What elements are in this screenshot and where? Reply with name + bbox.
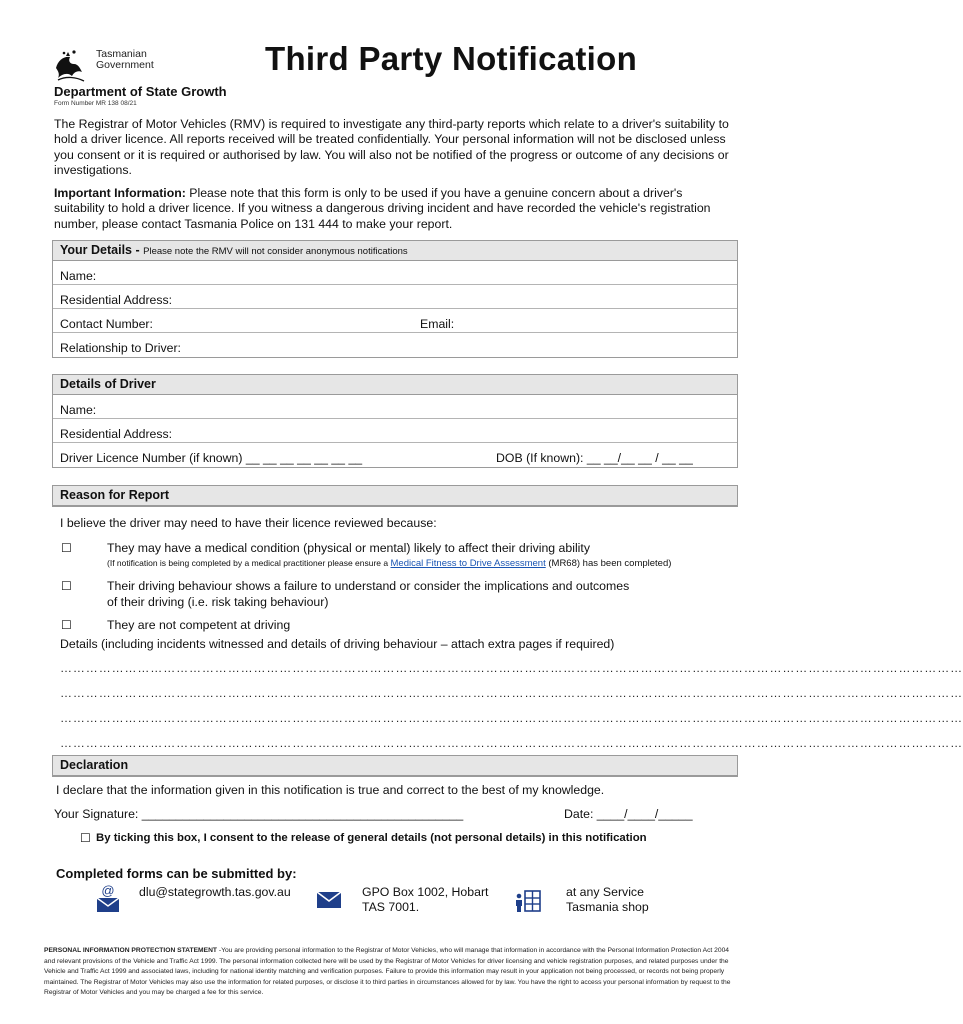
service-shop	[566, 885, 649, 915]
details-label: Details (including incidents witnessed and details of driving behaviour – attach extra pages if required)	[60, 637, 615, 651]
medical-fitness-link[interactable]: Medical Fitness to Drive Assessment	[390, 558, 546, 569]
submission-heading: Completed forms can be submitted by:	[56, 866, 297, 881]
option2-label-line2: of their driving (i.e. risk taking behaviour)	[107, 595, 329, 609]
submission-email[interactable]: dlu@stategrowth.tas.gov.au	[139, 885, 291, 899]
details-line-2[interactable]: …………………………………………………………………………………………………………………………………………………………………………………………	[60, 686, 963, 700]
driver-address-label: Residential Address:	[60, 427, 173, 441]
option1-note-prefix: (If notification is being completed by a medical practitioner please ensure a	[107, 558, 391, 568]
option1-note	[107, 558, 671, 569]
option3-label: They are not competent at driving	[107, 618, 291, 632]
important-text: Please note that this form is only to be used if you have a genuine concern about a driver's suitability to hold a driver licence. If you witness a dangerous driving incident and have recorded the vehicle's registration number, please contact Tasmania Police on 131 444 to make your report.	[54, 186, 711, 231]
reason-intro: I believe the driver may need to have their licence reviewed because:	[60, 516, 437, 530]
option3-checkbox[interactable]: ☐	[61, 618, 72, 632]
consent-checkbox[interactable]: ☐	[80, 831, 91, 845]
details-line-1[interactable]: …………………………………………………………………………………………………………………………………………………………………………………………	[60, 661, 963, 675]
important-label: Important Information:	[54, 186, 186, 200]
driver-address-field[interactable]	[53, 419, 737, 443]
your-name-field[interactable]	[53, 261, 737, 285]
logo-text	[96, 49, 154, 71]
signature-field[interactable]: Your Signature: _______________________________________________	[54, 807, 464, 821]
page-title: Third Party Notification	[265, 40, 638, 77]
licence-row	[53, 443, 737, 467]
option1-note-suffix: (MR68) has been completed)	[545, 558, 672, 569]
intro-paragraph: The Registrar of Motor Vehicles (RMV) is required to investigate any third-party reports which relate to a driver's suitability to hold a driver licence. All reports received will be treated confidentially. Your personal information will not be disclosed unless you consent or it is required or authorised by law. You will also not be notified of the progress or outcome of any decisions or investigations.	[54, 117, 729, 178]
anonymous-note: Please note the RMV will not consider anonymous notifications	[143, 246, 408, 257]
department-name: Department of State Growth	[54, 84, 227, 99]
privacy-text: -You are providing personal information to the Registrar of Motor Vehicles, who will manage that information in accordance with the Personal Information Protection Act 2004 and relevant provisions of the Vehicle and Traffic Act 1999. The personal information collected here will be used by the Registrar of Motor Vehicles for driver licensing and vehicle registration purposes, and related purposes under the Vehicle and Traffic Act 1999 and associated laws, including for national identity matching and verification purposes. Failure to provide this information may result in your application not being processed, or records not being properly maintained. The Registrar of Motor Vehicles may also use the information for related purposes, or disclose it to third parties in circumstances allowed for by law. You have the right to access your personal information by request to the Registrar of Motor Vehicles and you may be charged a fee for this service.	[44, 947, 731, 997]
postal-line1: GPO Box 1002, Hobart	[362, 885, 489, 899]
option1-checkbox[interactable]: ☐	[61, 541, 72, 555]
service-tasmania-shop-icon	[514, 889, 542, 913]
important-information	[54, 186, 734, 232]
option1-label: They may have a medical condition (physical or mental) likely to affect their driving ability	[107, 541, 590, 555]
contact-number-label[interactable]: Contact Number:	[60, 317, 153, 331]
org-line1: Tasmanian	[96, 48, 147, 60]
your-address-field[interactable]	[53, 285, 737, 309]
your-address-label: Residential Address:	[60, 293, 173, 307]
your-details-section	[52, 240, 738, 358]
shop-line2: Tasmania shop	[566, 900, 649, 914]
driver-details-section	[52, 374, 738, 468]
at-symbol: @	[101, 883, 115, 898]
shop-line1: at any Service	[566, 885, 644, 899]
privacy-statement	[44, 946, 736, 999]
postal-address	[362, 885, 488, 915]
your-details-header	[53, 241, 737, 261]
relationship-field[interactable]	[53, 333, 737, 357]
postal-line2: TAS 7001.	[362, 900, 420, 914]
email-icon	[96, 884, 120, 916]
your-details-heading: Your Details -	[60, 243, 144, 257]
contact-row	[53, 309, 737, 333]
dob-field[interactable]: DOB (If known): __ __/__ __ / __ __	[496, 451, 693, 465]
privacy-label: PERSONAL INFORMATION PROTECTION STATEMENT	[44, 947, 218, 954]
reason-section	[52, 485, 738, 507]
licence-number-field[interactable]: Driver Licence Number (if known) __ __ __ __ __ __ __	[60, 451, 363, 465]
mail-envelope-icon	[316, 891, 342, 909]
org-line2: Government	[96, 59, 154, 71]
declaration-statement: I declare that the information given in this notification is true and correct to the best of my knowledge.	[56, 783, 605, 797]
option2-checkbox[interactable]: ☐	[61, 579, 72, 593]
details-line-3[interactable]: …………………………………………………………………………………………………………………………………………………………………………………………	[60, 711, 963, 725]
declaration-section	[52, 755, 738, 777]
your-name-label: Name:	[60, 269, 97, 283]
date-field[interactable]: Date: ____/____/_____	[564, 807, 693, 821]
declaration-header: Declaration	[53, 756, 737, 776]
driver-name-field[interactable]	[53, 395, 737, 419]
relationship-label: Relationship to Driver:	[60, 341, 181, 355]
form-number: Form Number MR 138 08/21	[54, 100, 137, 107]
details-line-4[interactable]: …………………………………………………………………………………………………………………………………………………………………………………………	[60, 736, 963, 750]
option2-label-line1: Their driving behaviour shows a failure to understand or consider the implications and outcomes	[107, 579, 630, 593]
driver-details-header: Details of Driver	[53, 375, 737, 395]
email-label[interactable]: Email:	[420, 317, 455, 331]
consent-text: By ticking this box, I consent to the release of general details (not personal details) in this notification	[96, 832, 647, 844]
reason-header: Reason for Report	[53, 486, 737, 506]
driver-name-label: Name:	[60, 403, 97, 417]
